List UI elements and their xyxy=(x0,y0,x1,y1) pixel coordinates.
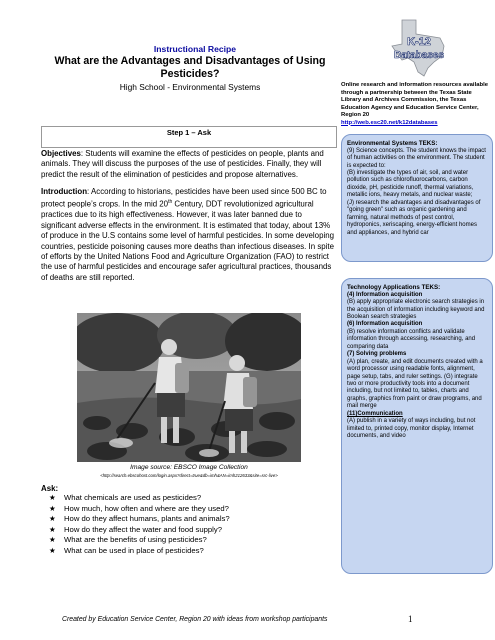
introduction-text-1: : According to historians, pesticides have been used since 500 BC to protect people’s crops. In the mid 20 xyxy=(41,187,327,210)
ask-question: How do they affect humans, plants and animals? xyxy=(64,514,230,523)
page-number: 1 xyxy=(408,614,413,624)
svg-text:K-12: K-12 xyxy=(407,36,431,48)
introduction-text-2: Century, DDT revolutionized agricultural practices due to its high effectiveness. However, it was later banned due to significant adverse effects in the environment. It is estimated that today, about 13% of produce in the U.S contains some level of harmful pesticides. In some developing countries, pesticide poisoning causes more deaths than infectious diseases. In spite of efforts by the United Nations Food and Agriculture Organization (FAO) to restrict the use of harmful pesticides and encourage safer agricultural practices, thousands of deaths are still reported. xyxy=(41,200,335,282)
photo-image xyxy=(77,313,301,462)
partnership-note xyxy=(341,82,493,127)
objectives-paragraph xyxy=(41,149,337,180)
teks-section-11a: (A) publish in a variety of ways including, but not limited to, printed copy, monitor display, Internet documents, and video xyxy=(347,418,476,440)
page-footer: Created by Education Service Center, Region 20 with ideas from workshop participants xyxy=(62,616,328,623)
environmental-teks-panel xyxy=(341,134,493,262)
step-label: Step 1 – Ask xyxy=(166,128,212,137)
list-item xyxy=(49,546,339,557)
environmental-teks-j: (J) research the advantages and disadvantages of "going green" such as organic gardening and farming, natural methods of pest control, hydroponics, xeriscaping, energy-efficient homes and appliances, and hybrid car xyxy=(347,199,481,236)
environmental-teks-title: Environmental Systems TEKS: xyxy=(347,140,438,147)
teks-section-11: (11)Communication xyxy=(347,410,403,417)
k12-databases-logo xyxy=(388,16,450,78)
star-bullet-icon: ★ xyxy=(49,535,56,544)
ask-question-list xyxy=(49,493,339,556)
teks-section-6b: (B) resolve information conflicts and validate information through accessing, researching, and comparing data xyxy=(347,328,476,350)
texas-map-icon xyxy=(388,16,450,78)
technology-teks-title: Technology Applications TEKS: xyxy=(347,284,441,291)
ask-question: How do they affect the water and food supply? xyxy=(64,524,222,534)
introduction-superscript: th xyxy=(168,199,173,206)
introduction-lead: Introduction xyxy=(41,187,88,196)
page-subtitle: High School - Environmental Systems xyxy=(119,82,261,92)
page-title: What are the Advantages and Disadvantages of Using Pesticides? xyxy=(54,55,326,80)
list-item xyxy=(49,535,339,546)
introduction-paragraph xyxy=(41,187,337,283)
star-bullet-icon: ★ xyxy=(49,503,56,513)
ask-question: What chemicals are used as pesticides? xyxy=(64,493,202,502)
recipe-kicker: Instructional Recipe xyxy=(153,44,237,54)
teks-section-4: (4) Information acquisition xyxy=(347,291,423,298)
objectives-lead: Objectives xyxy=(41,149,81,158)
image-caption: Image source: EBSCO Image Collection xyxy=(130,464,248,471)
star-bullet-icon: ★ xyxy=(49,545,56,555)
list-item xyxy=(49,514,339,525)
star-bullet-icon: ★ xyxy=(49,524,56,534)
partnership-text: Online research and information resources available through a partnership between the Texas State Library and Archives Commission, the Texas Education Agency and Education Service Center, Region 20 xyxy=(341,82,488,118)
star-bullet-icon: ★ xyxy=(49,493,56,502)
teks-section-6: (6) Information acquisition xyxy=(347,321,423,328)
k12-databases-link[interactable]: http://web.esc20.net/k12databases xyxy=(341,119,438,126)
svg-text:Databases: Databases xyxy=(393,50,445,61)
teks-section-7a: (A) plan, create, and edit documents created with a word processor using readable fonts, alignment, page setup, tabs, and ruler settings. (G) integrate two or more productivity tools into a document including, but not limited to, tables, charts and graphs, graphics from paint or draw programs, and mail merge xyxy=(347,358,483,410)
pesticide-spraying-photo xyxy=(77,313,301,462)
star-bullet-icon: ★ xyxy=(49,514,56,523)
environmental-teks-intro: (9) Science concepts. The student knows the impact of human activities on the environment. The student is expected to: xyxy=(347,147,486,169)
list-item xyxy=(49,525,339,536)
environmental-teks-b: (B) investigate the types of air, soil, and water pollution such as chlorofluorocarbons, carbon dioxide, pH, pesticide runoff, thermal variations, metallic ions, heavy metals, and nuclear waste; xyxy=(347,169,474,199)
teks-section-4b: (B) apply appropriate electronic search strategies in the acquisition of information including keyword and Boolean search strategies xyxy=(347,299,485,320)
ask-question: What can be used in place of pesticides? xyxy=(64,545,204,555)
image-source-url[interactable]: <http://search.ebscohost.com/login.aspx?direct=true&db=imh&AN=imh212633&site=src-live> xyxy=(100,473,278,478)
objectives-text: : Students will examine the effects of pesticides on people, plants and animals. They will discuss the purposes of the use of pesticides. Finally, they will predict the result of the elimination of pesticides and propose alternatives. xyxy=(41,149,324,179)
ask-question: How much, how often and where are they used? xyxy=(64,503,229,513)
teks-section-7: (7) Solving problems xyxy=(347,351,407,358)
list-item xyxy=(49,493,339,504)
list-item xyxy=(49,504,339,515)
ask-label: Ask: xyxy=(41,484,59,493)
ask-question: What are the benefits of using pesticides? xyxy=(64,535,207,544)
technology-teks-panel xyxy=(341,278,493,574)
